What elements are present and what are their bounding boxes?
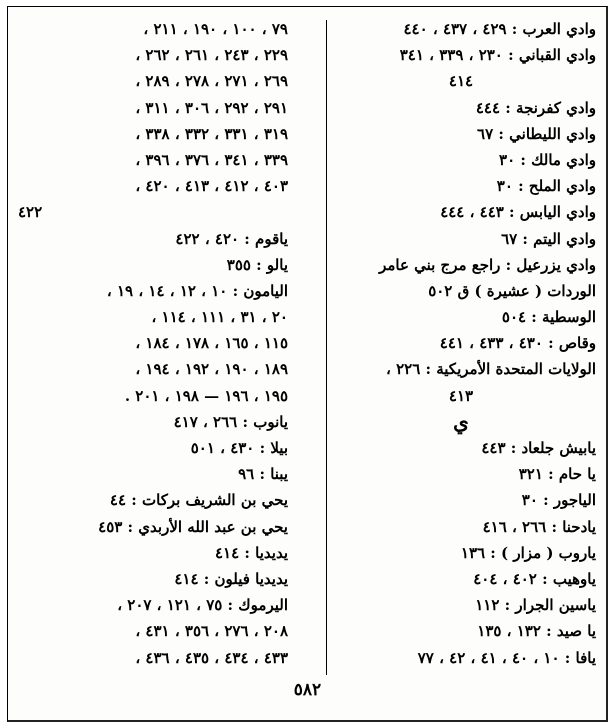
index-entry-line: ٢٩١ ، ٢٩٢ ، ٣٠٦ ، ٣١١ ، <box>135 98 288 117</box>
index-entry-line: يادحنا : ٢٦٦ ، ٤١٦ <box>482 517 596 536</box>
index-entry-line: الوردات ( عشيرة ) ق ٥٠٢ <box>428 281 596 300</box>
book-page <box>7 6 608 722</box>
index-entry-line: ٣٣٩ ، ٣٤١ ، ٣٧٦ ، ٣٩٦ ، <box>135 150 288 169</box>
index-entry-line: يالو : ٣٥٥ <box>226 255 288 274</box>
index-entry-line: وادي العرب : ٤٢٩ ، ٤٣٧ ، ٤٤٠ <box>403 20 596 38</box>
index-entry-line: ياروب ( مزار ) : ١٣٦ <box>460 543 596 562</box>
index-entry-line: يحي بن عبد الله الأربدي : ٤٥٣ <box>98 517 288 536</box>
index-entry-line: يديديا فيلون : ٤١٤ <box>174 569 288 588</box>
index-entry-line: الولايات المتحدة الأمريكية : ٢٢٦ ، <box>386 360 596 379</box>
index-entry-line: وادي القباني : ٢٣٠ ، ٣٣٩ ، ٣٤١ <box>399 46 596 65</box>
index-entry-line: يديديا : ٤١٤ <box>215 543 288 562</box>
index-entry-line: يبنا : ٩٦ <box>238 465 288 484</box>
index-entry-line: ٢٢٩ ، ٢٤٣ ، ٢٦١ ، ٢٦٢ ، <box>135 46 288 65</box>
index-column-right <box>326 16 596 671</box>
index-entry-line: ١٨٩ ، ١٩٠ ، ١٩٢ ، ١٩٤ ، <box>135 360 288 379</box>
index-entry-line: وادي اليابس : ٤٤٣ ، ٤٤٤ <box>440 203 596 222</box>
index-entry-line: وادي يزرعيل : راجع مرج بني عامر <box>379 255 596 274</box>
index-entry-line: يحي بن الشريف بركات : ٤٤ <box>109 491 288 510</box>
index-entry-line: ٤٠٣ ، ٤١٢ ، ٤١٣ ، ٤٢٠ ، <box>135 177 288 196</box>
index-entry-line: ياوهيب : ٤٠٢ ، ٤٠٤ <box>473 569 596 588</box>
index-entry-line: ٤٢٢ <box>18 203 43 222</box>
index-entry-line: وادي اليتم : ٦٧ <box>501 229 596 248</box>
index-entry-line: ٢٦٩ ، ٢٧١ ، ٢٧٨ ، ٢٨٩ ، <box>135 72 288 91</box>
index-entry-line: يا حام : ٣٢١ <box>518 465 596 484</box>
index-entry-line: وقاص : ٤٣٠ ، ٤٣٣ ، ٤٤١ <box>439 334 596 353</box>
index-entry-line: وادي كفرنجة : ٤٤٤ <box>475 98 596 117</box>
index-entry-line: يافا : ١٠ ، ٤٠ ، ٤١ ، ٤٢ ، ٧٧ <box>417 648 596 667</box>
index-entry-line: ١٩٥ ، ١٩٦ — ١٩٨ ، ٢٠١ . <box>124 386 288 405</box>
index-entry-line: ١١٥ ، ١٦٥ ، ١٧٨ ، ١٨٤ ، <box>135 334 288 353</box>
index-column-left <box>18 16 288 671</box>
index-entry-line: ٧٩ ، ١٠٠ ، ١٩٠ ، ٢١١ ، <box>143 20 288 38</box>
index-entry-line: وادي مالك : ٣٠ <box>499 150 596 169</box>
index-entry-line: ٣١٩ ، ٣٣١ ، ٣٣٢ ، ٣٣٨ ، <box>135 124 288 143</box>
index-entry-line: الوسطية : ٥٠٤ <box>501 308 596 327</box>
index-entry-line: اليرموك : ٧٥ ، ١٢١ ، ٢٠٧ ، <box>117 596 288 615</box>
index-entry-line: الياجور : ٣٠ <box>521 491 596 510</box>
index-entry-line: وادي الليطاني : ٦٧ <box>477 124 596 143</box>
index-entry-line: ياسين الجرار : ١١٢ <box>475 596 596 615</box>
index-entry-line: يابيش جلعاد : ٤٤٣ <box>481 439 596 457</box>
index-entry-line: ٢٠ ، ٣١ ، ١١١ ، ١١٤ ، <box>151 308 288 327</box>
section-letter-heading: ي <box>453 409 469 434</box>
index-entry-line: يانوب : ٢٦٦ ، ٤١٧ <box>173 412 288 431</box>
index-entry-line: اليامون : ١٠ ، ١٢ ، ١٤ ، ١٩ ، <box>106 281 288 300</box>
index-entry-line: ياقوم : ٤٢٠ ، ٤٢٢ <box>175 229 288 248</box>
index-entry-line: ٤١٤ <box>448 72 474 91</box>
index-entry-line: بيلا : ٤٣٠ ، ٥٠١ <box>190 439 288 457</box>
column-divider <box>326 20 327 675</box>
index-entry-line: ٢٠٨ ، ٢٧٦ ، ٣٥٦ ، ٤٣١ ، <box>135 622 288 641</box>
page-number: ٥٨٢ <box>293 680 322 700</box>
index-entry-line: وادي الملح : ٣٠ <box>496 177 596 196</box>
index-entry-line: ٤٣٣ ، ٤٣٤ ، ٤٣٥ ، ٤٣٦ ، <box>135 648 288 667</box>
index-entry-line: يا صيد : ١٣٢ ، ١٣٥ <box>477 622 596 641</box>
index-entry-line: ٤١٣ <box>448 386 474 405</box>
